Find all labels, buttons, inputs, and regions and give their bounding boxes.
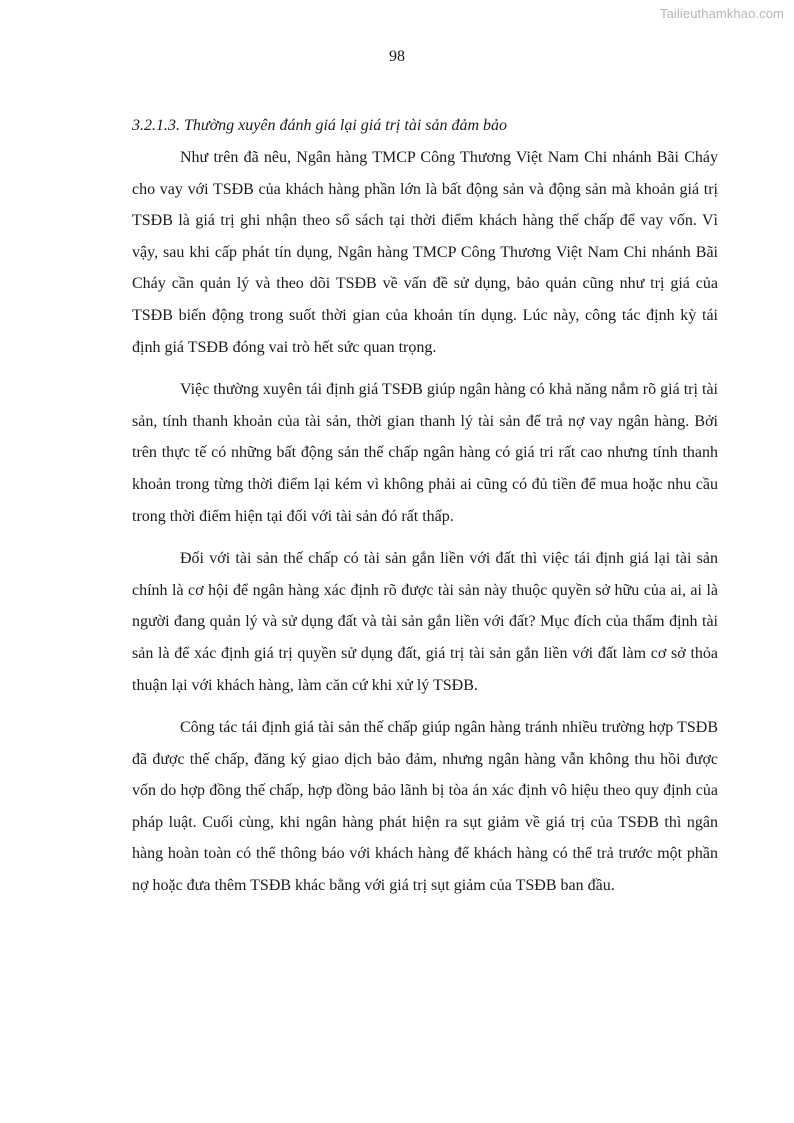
watermark-text: Tailieuthamkhao.com [659,6,784,21]
paragraph: Công tác tái định giá tài sản thế chấp giúp ngân hàng tránh nhiều trường hợp TSĐB đã được thế chấp, đăng ký giao dịch bảo đảm, nhưng ngân hàng vẫn không thu hồi được vốn do hợp đồng thế chấp, hợp đồng bảo lãnh bị tòa án xác định vô hiệu theo quy định của pháp luật. Cuối cùng, khi ngân hàng phát hiện ra sụt giảm về giá trị của TSĐB thì ngân hàng hoàn toàn có thể thông báo với khách hàng để khách hàng có thể trả trước một phần nợ hoặc đưa thêm TSĐB khác bằng với giá trị sụt giảm của TSĐB ban đầu. [132,719,718,895]
section-heading: 3.2.1.3. Thường xuyên đánh giá lại giá trị tài sản đảm bảo [132,117,508,134]
paragraph: Việc thường xuyên tái định giá TSĐB giúp ngân hàng có khả năng nắm rõ giá trị tài sản, tính thanh khoản của tài sản, thời gian thanh lý tài sản để trả nợ vay ngân hàng. Bởi trên thực tế có những bất động sản thế chấp ngân hàng có giá tri rất cao nhưng tính thanh khoản trong từng thời điểm lại kém vì không phải ai cũng có đủ tiền để mua hoặc nhu cầu trong thời điểm hiện tại đối với tài sản đó rất thấp. [132,381,718,525]
page-number: 98 [389,48,405,65]
paragraph: Đối với tài sản thế chấp có tài sản gắn liền với đất thì việc tái định giá lại tài sản chính là cơ hội để ngân hàng xác định rõ được tài sản này thuộc quyền sở hữu của ai, ai là người đang quản lý và sử dụng đất và tài sản gắn liền với đất? Mục đích của thẩm định tài sản là để xác định giá trị quyền sử dụng đất, giá trị tài sản gắn liền với đất làm cơ sở thỏa thuận lại với khách hàng, làm căn cứ khi xử lý TSĐB. [132,550,718,694]
document-body [132,113,718,913]
paragraph: Như trên đã nêu, Ngân hàng TMCP Công Thương Việt Nam Chi nhánh Bãi Cháy cho vay với TSĐB của khách hàng phần lớn là bất động sản và động sản mà khoản giá trị TSĐB là giá trị ghi nhận theo sổ sách tại thời điểm khách hàng thế chấp để vay vốn. Vì vậy, sau khi cấp phát tín dụng, Ngân hàng TMCP Công Thương Việt Nam Chi nhánh Bãi Cháy cần quản lý và theo dõi TSĐB về vấn đề sử dụng, bảo quản cũng như trị giá của TSĐB biến động trong suốt thời gian của khoản tín dụng. Lúc này, công tác định kỳ tái định giá TSĐB đóng vai trò hết sức quan trọng. [132,149,718,356]
